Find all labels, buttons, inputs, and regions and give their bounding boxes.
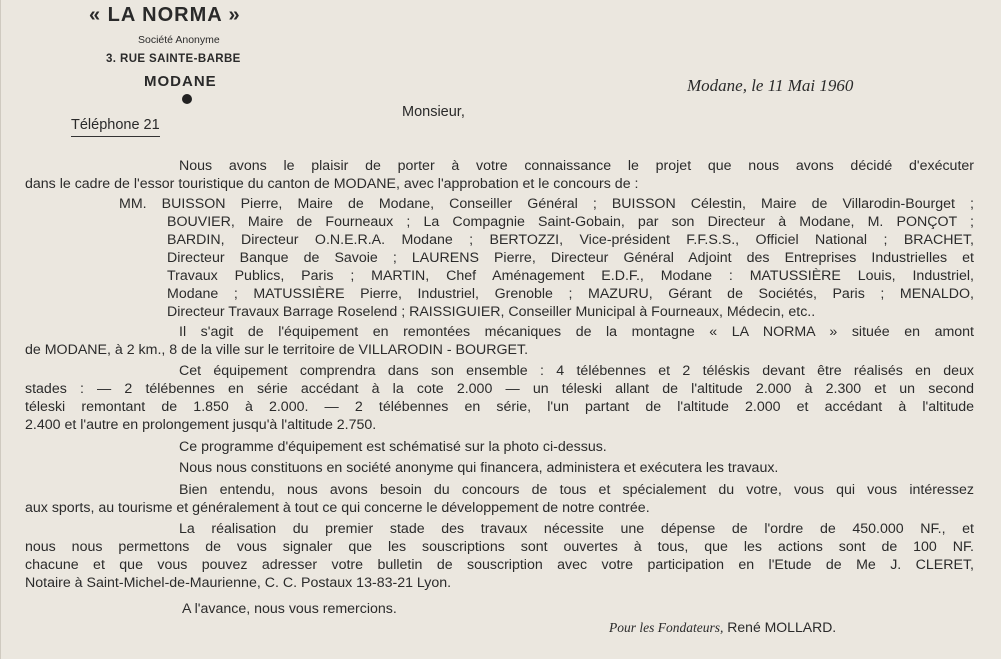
body-line: Modane ; MATUSSIÈRE Pierre, Industriel, Grenoble ; MAZURU, Gérant de Sociétés, Paris ; MENALDO, (167, 286, 974, 302)
body-line: La réalisation du premier stade des travaux nécessite une dépense de l'ordre de 450.000 NF., et (179, 521, 974, 537)
body-line: Travaux Publics, Paris ; MARTIN, Chef Aménagement E.D.F., Modane : MATUSSIÈRE Louis, Industriel, (167, 268, 974, 284)
body-line: Il s'agit de l'équipement en remontées mécaniques de la montagne « LA NORMA » située en amont (179, 324, 974, 340)
body-line: 2.400 et l'autre en prolongement jusqu'à l'altitude 2.750. (25, 417, 377, 433)
body-line: dans le cadre de l'essor touristique du canton de MODANE, avec l'approbation et le concours de : (25, 176, 639, 192)
company-city: MODANE (144, 73, 217, 90)
body-line: BOUVIER, Maire de Fourneaux ; La Compagnie Saint-Gobain, par son Directeur à Modane, M. PONÇOT ; (167, 214, 974, 230)
body-line: chacune et que vous pouvez adresser votre bulletin de souscription avec votre participation en l'Etude de Me J. CLERET, (25, 557, 974, 573)
body-line: stades : — 2 télébennes en série accédant à la cote 2.000 — un téleski allant de l'altitude 2.000 à 2.300 et un second (25, 381, 974, 397)
salutation: Monsieur, (402, 104, 465, 120)
body-line: Notaire à Saint-Michel-de-Maurienne, C. C. Postaux 13-83-21 Lyon. (25, 575, 452, 591)
body-line: Nous avons le plaisir de porter à votre connaissance le projet que nous avons décidé d'exécuter (179, 158, 974, 174)
company-address: 3. RUE SAINTE-BARBE (106, 53, 241, 65)
body-line: Cet équipement comprendra dans son ensemble : 4 télébennes et 2 téléskis devant être réalisés en deux (179, 363, 974, 379)
company-type: Société Anonyme (138, 34, 220, 46)
body-line: A l'avance, nous vous remercions. (182, 601, 397, 617)
body-line: BARDIN, Directeur O.N.E.R.A. Modane ; BERTOZZI, Vice-président F.F.S.S., Officiel National ; BRACHET, (167, 232, 974, 248)
body-line: Ce programme d'équipement est schématisé sur la photo ci-dessus. (179, 439, 607, 455)
signature-name: René MOLLARD. (727, 619, 837, 635)
company-phone: Téléphone 21 (71, 117, 160, 137)
signature-prefix: Pour les Fondateurs, (609, 620, 724, 635)
company-name: « LA NORMA » (89, 4, 241, 26)
body-line: Bien entendu, nous avons besoin du concours de tous et spécialement du votre, vous qui vous intéressez (179, 482, 974, 498)
body-line: téleski remontant de 1.850 à 2.000. — 2 télébennes en série, l'un partant de l'altitude 2.000 et accédant à l'altitude (25, 399, 974, 415)
letter-date: Modane, le 11 Mai 1960 (687, 76, 854, 95)
body-line: MM. BUISSON Pierre, Maire de Modane, Conseiller Général ; BUISSON Célestin, Maire de Villarodin-Bourget ; (119, 196, 974, 212)
signature-block (609, 619, 836, 636)
body-line: nous nous permettons de vous signaler que les souscriptions sont ouvertes à tous, que les actions sont de 100 NF. (25, 539, 974, 555)
bullet-dot-icon (182, 94, 192, 104)
body-line: Directeur Travaux Barrage Roselend ; RAISSIGUIER, Conseiller Municipal à Fourneaux, Médecin, etc.. (167, 304, 816, 320)
body-line: Nous nous constituons en société anonyme qui financera, administera et exécutera les travaux. (179, 460, 779, 476)
body-line: aux sports, au tourisme et généralement à tout ce qui concerne le développement de notre contrée. (25, 500, 650, 516)
body-line: de MODANE, à 2 km., 8 de la ville sur le territoire de VILLARODIN - BOURGET. (25, 342, 529, 358)
body-line: Directeur Banque de Savoie ; LAURENS Pierre, Directeur Général Adjoint des Entreprises Industrielles et (167, 250, 974, 266)
